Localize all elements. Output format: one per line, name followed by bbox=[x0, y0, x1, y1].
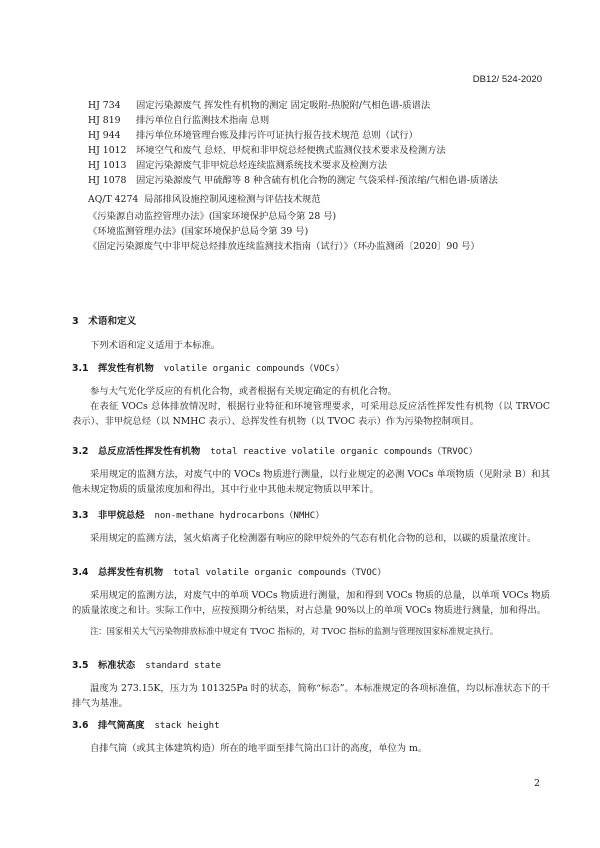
referenced-documents bbox=[88, 209, 558, 254]
document-item: 《污染源自动监控管理办法》(国家环境保护总局令第 28 号) bbox=[88, 211, 337, 222]
document-code: DB12/ 524-2020 bbox=[472, 74, 542, 85]
term-heading bbox=[72, 658, 550, 674]
term-number: 3.2 bbox=[72, 446, 89, 457]
term-zh: 总挥发性有机物 bbox=[98, 567, 164, 578]
term-note: 注：国家相关大气污染物排放标准中规定有 TVOC 指标的，对 TVOC 指标的监测与管理按国家标准规定执行。 bbox=[90, 626, 499, 636]
reference-title: 排污单位环境管理台账及排污许可证执行报告技术规范 总则（试行） bbox=[136, 130, 418, 141]
term-heading bbox=[72, 508, 550, 524]
term-en: total volatile organic compounds（TVOC） bbox=[173, 568, 387, 578]
section-intro-block bbox=[72, 338, 550, 353]
term-heading bbox=[72, 361, 550, 377]
term-heading bbox=[72, 444, 550, 460]
reference-code: HJ 819 bbox=[88, 115, 121, 126]
reference-title: 环境空气和废气 总烃、甲烷和非甲烷总烃便携式监测仪技术要求及检测方法 bbox=[136, 145, 446, 156]
reference-title: 固定污染源废气非甲烷总烃连续监测系统技术要求及检测方法 bbox=[136, 160, 388, 171]
reference-title: 排污单位自行监测技术指南 总则 bbox=[136, 115, 270, 126]
term-number: 3.4 bbox=[72, 567, 89, 578]
term-en: total reactive volatile organic compounds（TRVOC） bbox=[210, 447, 478, 457]
reference-title: 固定污染源废气 甲硫醇等 8 种含硫有机化合物的测定 气袋采样-预浓缩/气相色谱-质谱法 bbox=[136, 175, 498, 186]
reference-code: HJ 944 bbox=[88, 130, 121, 141]
term-paragraph: 在表征 VOCs 总体排放情况时，根据行业特征和环境管理要求，可采用总反应活性挥发性有机物（以 TRVOC 表示）、非甲烷总烃（以 NMHC 表示）、总挥发性有机物（以 TVOC 表示）作为污染物控制项目。 bbox=[72, 401, 550, 427]
section-intro: 下列术语和定义适用于本标准。 bbox=[90, 340, 221, 351]
term-3-1 bbox=[72, 361, 550, 429]
term-en: standard state bbox=[145, 661, 222, 671]
term-paragraph: 参与大气光化学反应的有机化合物，或者根据有关规定确定的有机化合物。 bbox=[90, 386, 397, 397]
document-item: 《固定污染源废气中非甲烷总烃排放连续监测技术指南（试行）》（环办监测函〔2020〕90 号） bbox=[88, 241, 480, 252]
term-zh: 总反应活性挥发性有机物 bbox=[98, 446, 201, 457]
term-number: 3.1 bbox=[72, 363, 89, 374]
reference-item bbox=[72, 173, 558, 188]
term-en: volatile organic compounds（VOCs） bbox=[163, 364, 345, 374]
normative-references bbox=[88, 98, 558, 254]
term-number: 3.3 bbox=[72, 510, 89, 521]
term-3-3 bbox=[72, 508, 550, 546]
reference-item bbox=[88, 158, 558, 173]
term-paragraph: 采用规定的监测方法，对废气中的单项 VOCs 物质进行测量，加和得到 VOCs 物质的总量，以单项 VOCs 物质的质量浓度之和计。实际工作中，应按预期分析结果，对占总量 90%以上的单项 VOCs 物质进行测量，加和得出。 bbox=[72, 590, 550, 616]
term-zh: 挥发性有机物 bbox=[98, 363, 154, 374]
term-3-5 bbox=[72, 658, 550, 711]
section-3 bbox=[72, 314, 550, 329]
term-paragraph: 采用规定的监测方法，对废气中的 VOCs 物质进行测量，以行业规定的必测 VOCs 单项物质（见附录 B）和其他未规定物质的质量浓度加和得出，其中行业中其他未规定物质以甲苯计。 bbox=[72, 469, 550, 495]
term-en: stack height bbox=[154, 721, 220, 731]
term-paragraph: 温度为 273.15K，压力为 101325Pa 时的状态，简称“标态”。本标准规定的各项标准值，均以标准状态下的干排气为基准。 bbox=[72, 683, 550, 709]
reference-item bbox=[88, 128, 558, 143]
term-number: 3.6 bbox=[72, 720, 89, 731]
section-title: 3 术语和定义 bbox=[72, 316, 137, 327]
reference-item bbox=[88, 192, 558, 207]
reference-item bbox=[88, 98, 558, 113]
reference-code: HJ 734 bbox=[88, 100, 121, 111]
term-heading bbox=[72, 718, 550, 734]
reference-code: HJ 1013 bbox=[88, 160, 127, 171]
term-en: non-methane hydrocarbons（NMHC） bbox=[154, 511, 325, 521]
reference-item bbox=[88, 113, 558, 128]
term-zh: 排气筒高度 bbox=[98, 720, 145, 731]
term-heading bbox=[72, 565, 550, 581]
term-paragraph: 采用规定的监测方法，氢火焰离子化检测器有响应的除甲烷外的气态有机化合物的总和，以碳的质量浓度计。 bbox=[90, 533, 537, 544]
reference-code: HJ 1078 bbox=[88, 175, 127, 186]
term-3-6 bbox=[72, 718, 550, 756]
reference-code: AQ/T 4274 bbox=[88, 194, 139, 205]
document-item: 《环境监测管理办法》(国家环境保护总局令第 39 号) bbox=[88, 226, 309, 237]
term-zh: 标准状态 bbox=[98, 660, 136, 671]
reference-title: 局部排风设施控制风速检测与评估技术规范 bbox=[144, 194, 321, 205]
reference-item bbox=[88, 143, 558, 158]
term-3-4 bbox=[72, 565, 550, 639]
reference-code: HJ 1012 bbox=[88, 145, 127, 156]
reference-title: 固定污染源废气 挥发性有机物的测定 固定吸附-热脱附/气相色谱-质谱法 bbox=[136, 100, 431, 111]
term-zh: 非甲烷总烃 bbox=[98, 510, 145, 521]
term-3-2 bbox=[72, 444, 550, 497]
term-number: 3.5 bbox=[72, 660, 89, 671]
term-paragraph: 自排气筒（或其主体建筑构造）所在的地平面至排气筒出口计的高度，单位为 m。 bbox=[90, 743, 428, 754]
page-number: 2 bbox=[533, 778, 540, 789]
